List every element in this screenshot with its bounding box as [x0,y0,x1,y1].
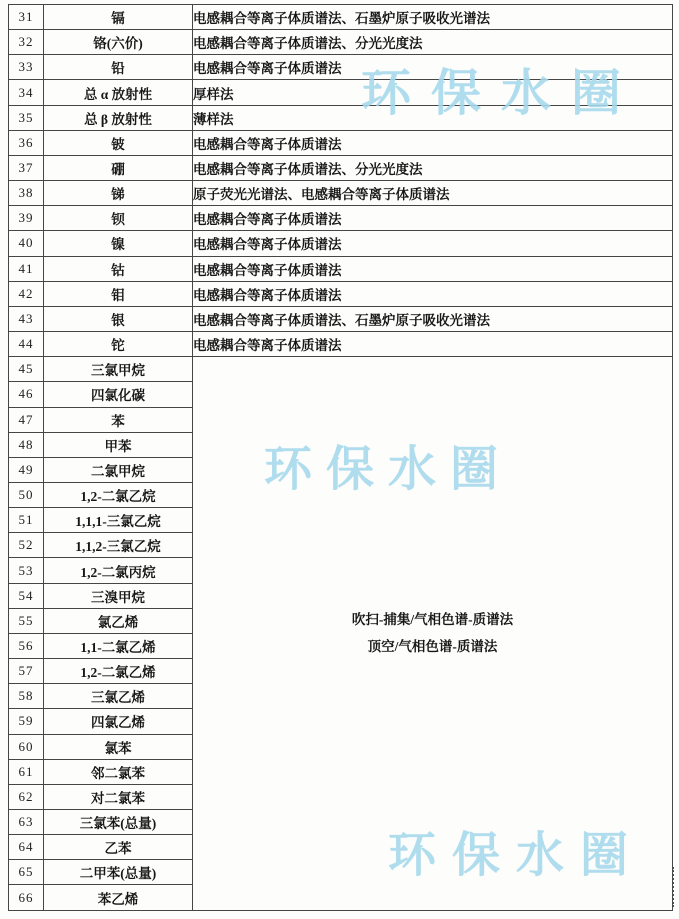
row-number-cell: 49 [9,457,44,482]
substance-cell: 对二氯苯 [44,784,193,809]
method-line: 顶空/气相色谱-质谱法 [367,639,498,655]
substance-cell: 总 α 放射性 [44,80,193,105]
row-number-cell: 52 [9,533,44,558]
table-row [9,155,673,180]
row-number-cell: 43 [9,306,44,331]
substance-cell: 硼 [44,155,193,180]
substance-cell: 1,2-二氯乙烯 [44,659,193,684]
method-cell: 电感耦合等离子体质谱法 [193,256,673,281]
results-table-body [9,5,673,911]
method-cell: 电感耦合等离子体质谱法、分光光度法 [193,155,673,180]
table-row [9,80,673,105]
substance-cell: 乙苯 [44,835,193,860]
method-cell: 电感耦合等离子体质谱法、石墨炉原子吸收光谱法 [193,306,673,331]
row-number-cell: 55 [9,608,44,633]
row-number-cell: 33 [9,55,44,80]
row-number-cell: 36 [9,130,44,155]
substance-cell: 邻二氯苯 [44,759,193,784]
table-row [9,256,673,281]
row-number-cell: 58 [9,684,44,709]
substance-cell: 二甲苯(总量) [44,860,193,885]
row-number-cell: 54 [9,583,44,608]
substance-cell: 1,2-二氯丙烷 [44,558,193,583]
row-number-cell: 39 [9,206,44,231]
substance-cell: 钴 [44,256,193,281]
substance-cell: 铊 [44,332,193,357]
method-cell: 电感耦合等离子体质谱法、石墨炉原子吸收光谱法 [193,5,673,30]
substance-cell: 四氯化碳 [44,382,193,407]
substance-cell: 四氯乙烯 [44,709,193,734]
row-number-cell: 64 [9,835,44,860]
method-cell: 电感耦合等离子体质谱法 [193,231,673,256]
row-number-cell: 57 [9,659,44,684]
table-row [9,357,673,382]
method-cell: 电感耦合等离子体质谱法 [193,332,673,357]
row-number-cell: 37 [9,155,44,180]
substance-cell: 三溴甲烷 [44,583,193,608]
substance-cell: 二氯甲烷 [44,457,193,482]
row-number-cell: 53 [9,558,44,583]
substance-cell: 总 β 放射性 [44,105,193,130]
row-number-cell: 42 [9,281,44,306]
row-number-cell: 50 [9,482,44,507]
table-row [9,105,673,130]
watermark-bottom-right: 环保水圈 [388,827,645,883]
row-number-cell: 34 [9,80,44,105]
substance-cell: 锑 [44,181,193,206]
method-cell: 电感耦合等离子体质谱法 [193,206,673,231]
substance-cell: 氯乙烯 [44,608,193,633]
substance-cell: 氯苯 [44,734,193,759]
row-number-cell: 40 [9,231,44,256]
table-row [9,231,673,256]
method-cell: 厚样法 [193,80,673,105]
row-number-cell: 61 [9,759,44,784]
substance-cell: 铬(六价) [44,30,193,55]
row-number-cell: 66 [9,885,44,910]
row-number-cell: 35 [9,105,44,130]
row-number-cell: 47 [9,407,44,432]
row-number-cell: 48 [9,432,44,457]
table-row [9,281,673,306]
watermark-top-right: 环保水圈 [361,64,641,122]
method-cell: 原子荧光光谱法、电感耦合等离子体质谱法 [193,181,673,206]
table-row [9,306,673,331]
row-number-cell: 56 [9,633,44,658]
watermark-middle: 环保水圈 [264,441,513,497]
substance-cell: 1,1,2-三氯乙烷 [44,533,193,558]
substance-cell: 铅 [44,55,193,80]
substance-cell: 三氯甲烷 [44,357,193,382]
row-number-cell: 51 [9,508,44,533]
row-number-cell: 31 [9,5,44,30]
method-cell: 电感耦合等离子体质谱法 [193,281,673,306]
row-number-cell: 46 [9,382,44,407]
substance-cell: 钼 [44,281,193,306]
substance-cell: 镉 [44,5,193,30]
substance-cell: 1,1,1-三氯乙烷 [44,508,193,533]
method-cell: 电感耦合等离子体质谱法 [193,55,673,80]
table-row [9,181,673,206]
substance-cell: 苯乙烯 [44,885,193,910]
method-merged-cell [193,357,673,910]
table-row [9,332,673,357]
table-row [9,30,673,55]
substance-cell: 镍 [44,231,193,256]
substance-cell: 三氯乙烯 [44,684,193,709]
row-number-cell: 45 [9,357,44,382]
substance-cell: 1,2-二氯乙烷 [44,482,193,507]
row-number-cell: 63 [9,810,44,835]
row-number-cell: 62 [9,784,44,809]
substance-cell: 苯 [44,407,193,432]
substance-cell: 银 [44,306,193,331]
method-line: 吹扫-捕集/气相色谱-质谱法 [351,612,514,628]
row-number-cell: 38 [9,181,44,206]
substance-cell: 钡 [44,206,193,231]
substance-cell: 甲苯 [44,432,193,457]
row-number-cell: 59 [9,709,44,734]
row-number-cell: 41 [9,256,44,281]
row-number-cell: 65 [9,860,44,885]
row-number-cell: 32 [9,30,44,55]
method-cell: 电感耦合等离子体质谱法、分光光度法 [193,30,673,55]
substance-cell: 三氯苯(总量) [44,810,193,835]
table-row [9,130,673,155]
scan-artifact-dotted-edge [672,867,674,907]
table-row [9,206,673,231]
method-cell: 电感耦合等离子体质谱法 [193,130,673,155]
table-row [9,55,673,80]
analysis-methods-table [8,4,673,911]
row-number-cell: 44 [9,332,44,357]
substance-cell: 1,1-二氯乙烯 [44,633,193,658]
method-cell: 薄样法 [193,105,673,130]
row-number-cell: 60 [9,734,44,759]
substance-cell: 铍 [44,130,193,155]
table-row [9,5,673,30]
